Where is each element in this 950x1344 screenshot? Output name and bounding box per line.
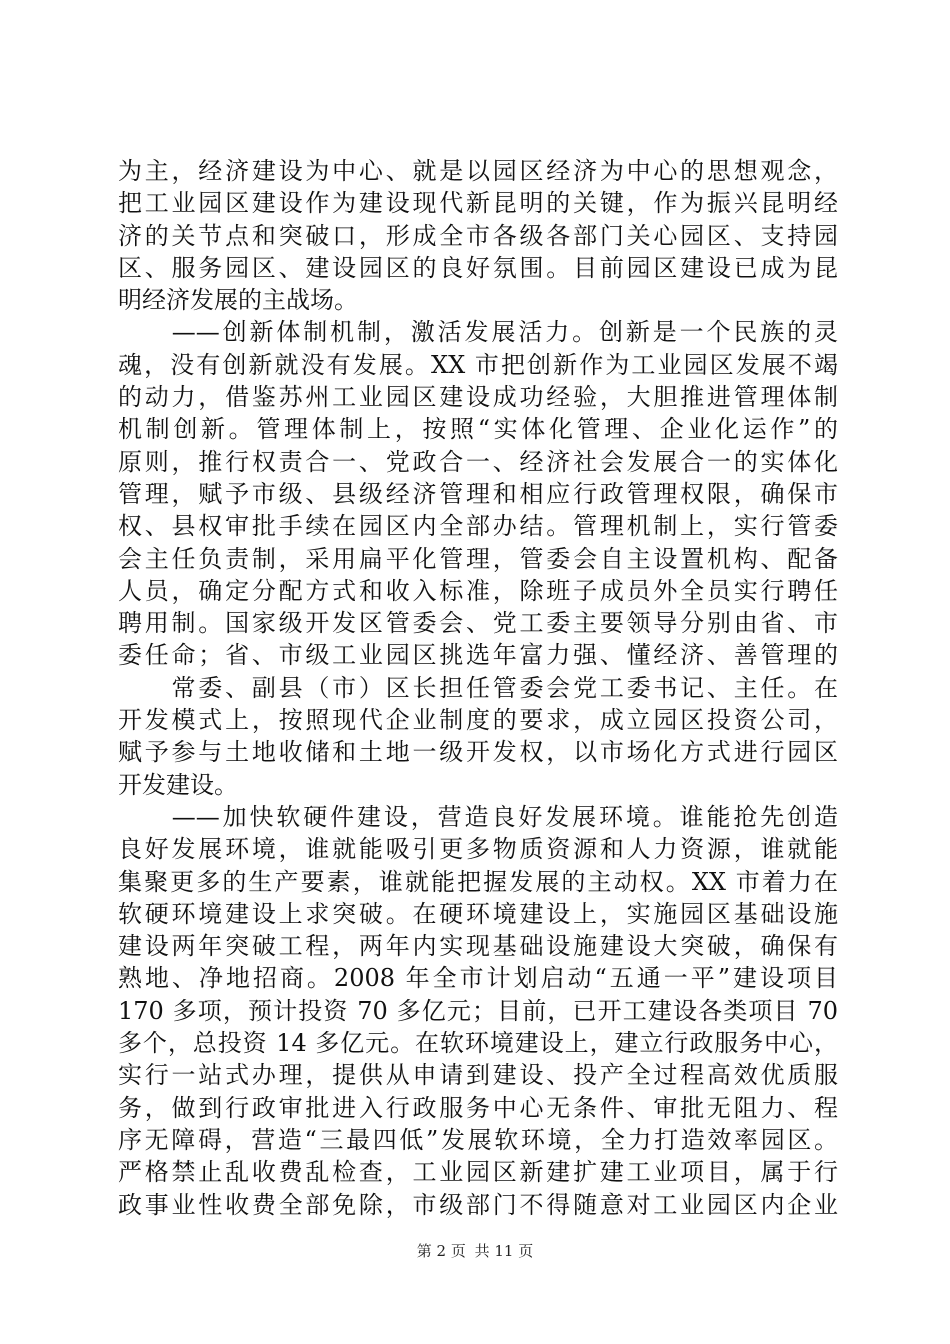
text-line: 多个，总投资 14 多亿元。在软环境建设上，建立行政服务中心，	[118, 1029, 838, 1058]
text-line: 建设两年突破工程，两年内实现基础设施建设大突破，确保有	[118, 932, 838, 961]
text-line: 实行一站式办理，提供从申请到建设、投产全过程高效优质服	[118, 1061, 838, 1090]
text-line: 软硬环境建设上求突破。在硬环境建设上，实施园区基础设施	[118, 899, 838, 928]
text-line: 原则，推行权责合一、党政合一、经济社会发展合一的实体化	[118, 447, 838, 476]
text-line: 把工业园区建设作为建设现代新昆明的关键，作为振兴昆明经	[118, 189, 838, 218]
text-line: 务，做到行政审批进入行政服务中心无条件、审批无阻力、程	[118, 1093, 838, 1122]
text-line: 常委、副县（市）区长担任管委会党工委书记、主任。在	[118, 673, 838, 702]
text-line: ——加快软硬件建设，营造良好发展环境。谁能抢先创造	[118, 802, 838, 831]
text-line: 机制创新。管理体制上，按照“实体化管理、企业化运作”的	[118, 415, 838, 444]
text-line: 开发建设。	[118, 770, 238, 799]
text-line: 良好发展环境，谁就能吸引更多物质资源和人力资源，谁就能	[118, 835, 838, 864]
text-line: 政事业性收费全部免除，市级部门不得随意对工业园区内企业	[118, 1190, 838, 1219]
text-line: 170 多项，预计投资 70 多亿元；目前，已开工建设各类项目 70	[118, 996, 838, 1025]
text-line: 聘用制。国家级开发区管委会、党工委主要领导分别由省、市	[118, 609, 838, 638]
text-line: 会主任负责制，采用扁平化管理，管委会自主设置机构、配备	[118, 544, 838, 573]
page-number: 第 2 页	[416, 1242, 466, 1260]
text-line: 赋予参与土地收储和土地一级开发权，以市场化方式进行园区	[118, 738, 838, 767]
text-line: 序无障碍，营造“三最四低”发展软环境，全力打造效率园区。	[118, 1125, 838, 1154]
text-line: 严格禁止乱收费乱检查，工业园区新建扩建工业项目，属于行	[118, 1158, 838, 1187]
text-line: 人员，确定分配方式和收入标准，除班子成员外全员实行聘任	[118, 576, 838, 605]
page-footer	[0, 1240, 950, 1261]
page-total: 共 11 页	[474, 1242, 534, 1260]
body-text	[118, 155, 838, 1221]
text-line: 的动力，借鉴苏州工业园区建设成功经验，大胆推进管理体制	[118, 383, 838, 412]
text-line: 权、县权审批手续在园区内全部办结。管理机制上，实行管委	[118, 512, 838, 541]
text-line: 开发模式上，按照现代企业制度的要求，成立园区投资公司，	[118, 706, 838, 735]
text-line: 区、服务园区、建设园区的良好氛围。目前园区建设已成为昆	[118, 253, 838, 282]
text-line: ——创新体制机制，激活发展活力。创新是一个民族的灵	[118, 318, 838, 347]
text-line: 济的关节点和突破口，形成全市各级各部门关心园区、支持园	[118, 221, 838, 250]
text-line: 集聚更多的生产要素，谁就能把握发展的主动权。XX 市着力在	[118, 867, 838, 896]
text-line: 魂，没有创新就没有发展。XX 市把创新作为工业园区发展不竭	[118, 350, 838, 379]
text-line: 明经济发展的主战场。	[118, 286, 358, 315]
text-line: 管理，赋予市级、县级经济管理和相应行政管理权限，确保市	[118, 479, 838, 508]
text-line: 熟地、净地招商。2008 年全市计划启动“五通一平”建设项目	[118, 964, 838, 993]
text-line: 为主，经济建设为中心、就是以园区经济为中心的思想观念，	[118, 157, 838, 185]
text-line: 委任命；省、市级工业园区挑选年富力强、懂经济、善管理的	[118, 641, 838, 670]
